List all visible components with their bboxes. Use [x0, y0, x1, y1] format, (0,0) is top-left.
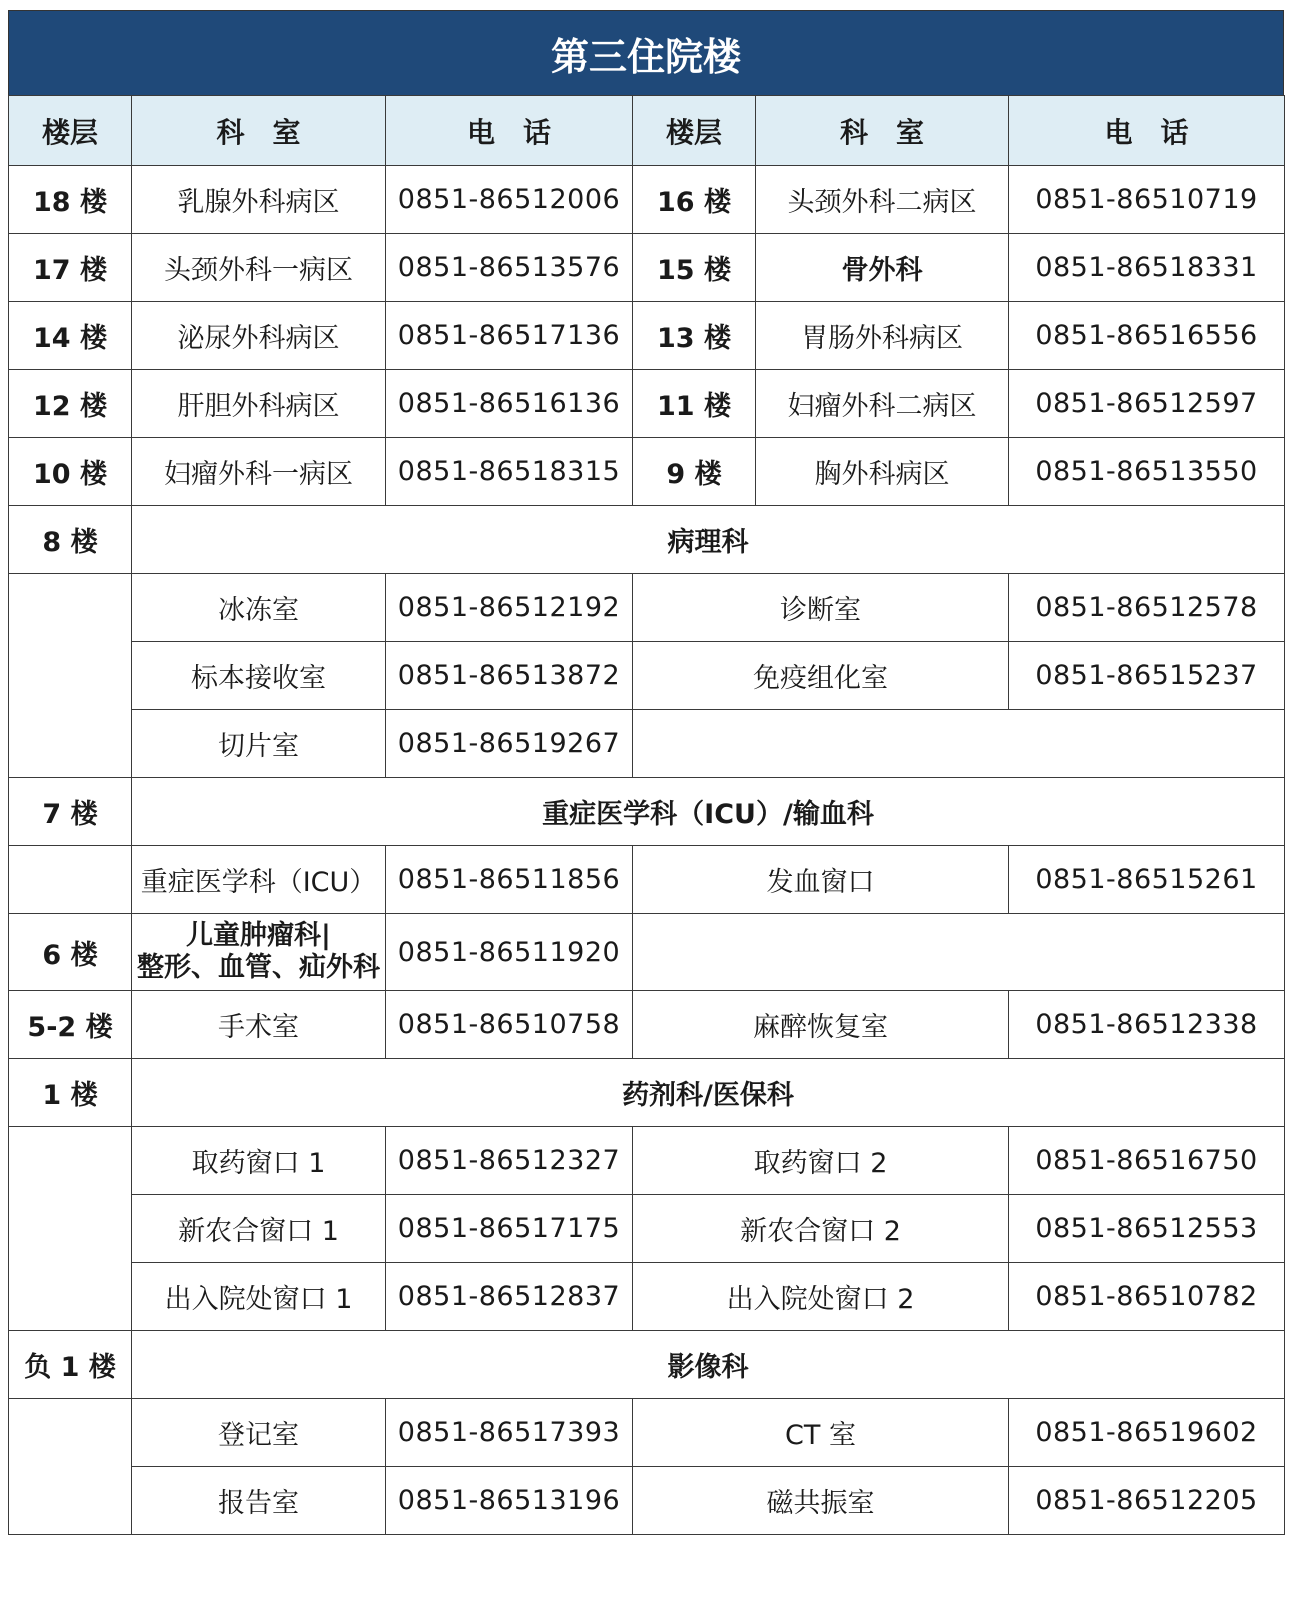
dept-cell: 胸外科病区 — [756, 438, 1009, 506]
floor-cell: 15 楼 — [633, 234, 756, 302]
dept-cell: 报告室 — [132, 1467, 386, 1535]
table-row — [9, 991, 1285, 1059]
dept-cell: 冰冻室 — [132, 574, 386, 642]
section-row — [9, 506, 1285, 574]
dept-cell: 登记室 — [132, 1399, 386, 1467]
empty-floor-cell — [9, 846, 132, 914]
dept-cell: 出入院处窗口 2 — [633, 1263, 1009, 1331]
section-row — [9, 778, 1285, 846]
phone-cell: 0851-86518331 — [1009, 234, 1285, 302]
phone-cell: 0851-86517393 — [386, 1399, 633, 1467]
empty-floor-cell — [9, 1399, 132, 1535]
dept-cell: 头颈外科二病区 — [756, 166, 1009, 234]
dept-cell — [132, 914, 386, 991]
dept-cell: 头颈外科一病区 — [132, 234, 386, 302]
dept-cell: 麻醉恢复室 — [633, 991, 1009, 1059]
dept-cell: 免疫组化室 — [633, 642, 1009, 710]
empty-cell — [633, 914, 1285, 991]
floor-cell: 9 楼 — [633, 438, 756, 506]
directory-table — [8, 95, 1285, 1535]
dept-cell: 标本接收室 — [132, 642, 386, 710]
phone-cell: 0851-86513872 — [386, 642, 633, 710]
floor-cell: 6 楼 — [9, 914, 132, 991]
header-dept: 科 室 — [132, 96, 386, 166]
dept-cell: 手术室 — [132, 991, 386, 1059]
table-row — [9, 710, 1285, 778]
floor-cell: 1 楼 — [9, 1059, 132, 1127]
section-row — [9, 1059, 1285, 1127]
table-row — [9, 234, 1285, 302]
dept-cell: CT 室 — [633, 1399, 1009, 1467]
table-row — [9, 1263, 1285, 1331]
page-title: 第三住院楼 — [8, 10, 1284, 96]
phone-cell: 0851-86510719 — [1009, 166, 1285, 234]
floor-cell: 8 楼 — [9, 506, 132, 574]
table-row — [9, 914, 1285, 991]
dept-cell: 切片室 — [132, 710, 386, 778]
phone-cell: 0851-86515261 — [1009, 846, 1285, 914]
table-row — [9, 846, 1285, 914]
phone-cell: 0851-86512553 — [1009, 1195, 1285, 1263]
phone-cell: 0851-86516136 — [386, 370, 633, 438]
dept-cell: 妇瘤外科二病区 — [756, 370, 1009, 438]
floor-cell: 5-2 楼 — [9, 991, 132, 1059]
phone-cell: 0851-86519602 — [1009, 1399, 1285, 1467]
phone-cell: 0851-86513196 — [386, 1467, 633, 1535]
table-row — [9, 1195, 1285, 1263]
empty-floor-cell — [9, 1127, 132, 1331]
floor-cell: 11 楼 — [633, 370, 756, 438]
section-title: 病理科 — [132, 506, 1285, 574]
dept-cell: 乳腺外科病区 — [132, 166, 386, 234]
dept-cell: 新农合窗口 1 — [132, 1195, 386, 1263]
dept-cell: 取药窗口 2 — [633, 1127, 1009, 1195]
phone-cell: 0851-86510782 — [1009, 1263, 1285, 1331]
dept-cell: 出入院处窗口 1 — [132, 1263, 386, 1331]
header-floor: 楼层 — [633, 96, 756, 166]
floor-cell: 7 楼 — [9, 778, 132, 846]
dept-cell: 妇瘤外科一病区 — [132, 438, 386, 506]
table-row — [9, 642, 1285, 710]
phone-cell: 0851-86518315 — [386, 438, 633, 506]
dept-line: 儿童肿瘤科| — [186, 920, 331, 951]
dept-cell: 重症医学科（ICU） — [132, 846, 386, 914]
section-title: 重症医学科（ICU）/输血科 — [132, 778, 1285, 846]
floor-cell: 14 楼 — [9, 302, 132, 370]
phone-cell: 0851-86512205 — [1009, 1467, 1285, 1535]
phone-cell: 0851-86511920 — [386, 914, 633, 991]
dept-line: 整形、血管、疝外科 — [137, 952, 380, 983]
phone-cell: 0851-86517175 — [386, 1195, 633, 1263]
header-row — [9, 96, 1285, 166]
table-row — [9, 574, 1285, 642]
dept-cell: 诊断室 — [633, 574, 1009, 642]
dept-cell: 骨外科 — [756, 234, 1009, 302]
phone-cell: 0851-86512578 — [1009, 574, 1285, 642]
dept-cell: 肝胆外科病区 — [132, 370, 386, 438]
empty-floor-cell — [9, 574, 132, 778]
table-row — [9, 438, 1285, 506]
phone-cell: 0851-86512192 — [386, 574, 633, 642]
table-row — [9, 1127, 1285, 1195]
empty-cell — [633, 710, 1285, 778]
dept-cell: 泌尿外科病区 — [132, 302, 386, 370]
dept-cell: 胃肠外科病区 — [756, 302, 1009, 370]
phone-cell: 0851-86516750 — [1009, 1127, 1285, 1195]
table-row — [9, 302, 1285, 370]
phone-cell: 0851-86512327 — [386, 1127, 633, 1195]
phone-cell: 0851-86513550 — [1009, 438, 1285, 506]
phone-cell: 0851-86511856 — [386, 846, 633, 914]
table-row — [9, 166, 1285, 234]
phone-cell: 0851-86512597 — [1009, 370, 1285, 438]
floor-cell: 10 楼 — [9, 438, 132, 506]
phone-cell: 0851-86519267 — [386, 710, 633, 778]
floor-cell: 18 楼 — [9, 166, 132, 234]
phone-cell: 0851-86510758 — [386, 991, 633, 1059]
floor-cell: 16 楼 — [633, 166, 756, 234]
header-phone: 电 话 — [386, 96, 633, 166]
section-title: 影像科 — [132, 1331, 1285, 1399]
header-floor: 楼层 — [9, 96, 132, 166]
dept-cell: 发血窗口 — [633, 846, 1009, 914]
table-row — [9, 1467, 1285, 1535]
dept-cell: 磁共振室 — [633, 1467, 1009, 1535]
phone-cell: 0851-86512837 — [386, 1263, 633, 1331]
phone-cell: 0851-86512006 — [386, 166, 633, 234]
phone-cell: 0851-86512338 — [1009, 991, 1285, 1059]
phone-cell: 0851-86513576 — [386, 234, 633, 302]
phone-cell: 0851-86516556 — [1009, 302, 1285, 370]
section-row — [9, 1331, 1285, 1399]
section-title: 药剂科/医保科 — [132, 1059, 1285, 1127]
floor-cell: 12 楼 — [9, 370, 132, 438]
floor-cell: 17 楼 — [9, 234, 132, 302]
dept-cell: 新农合窗口 2 — [633, 1195, 1009, 1263]
header-phone: 电 话 — [1009, 96, 1285, 166]
phone-cell: 0851-86515237 — [1009, 642, 1285, 710]
table-row — [9, 1399, 1285, 1467]
phone-cell: 0851-86517136 — [386, 302, 633, 370]
floor-cell: 负 1 楼 — [9, 1331, 132, 1399]
floor-cell: 13 楼 — [633, 302, 756, 370]
dept-cell: 取药窗口 1 — [132, 1127, 386, 1195]
header-dept: 科 室 — [756, 96, 1009, 166]
table-row — [9, 370, 1285, 438]
